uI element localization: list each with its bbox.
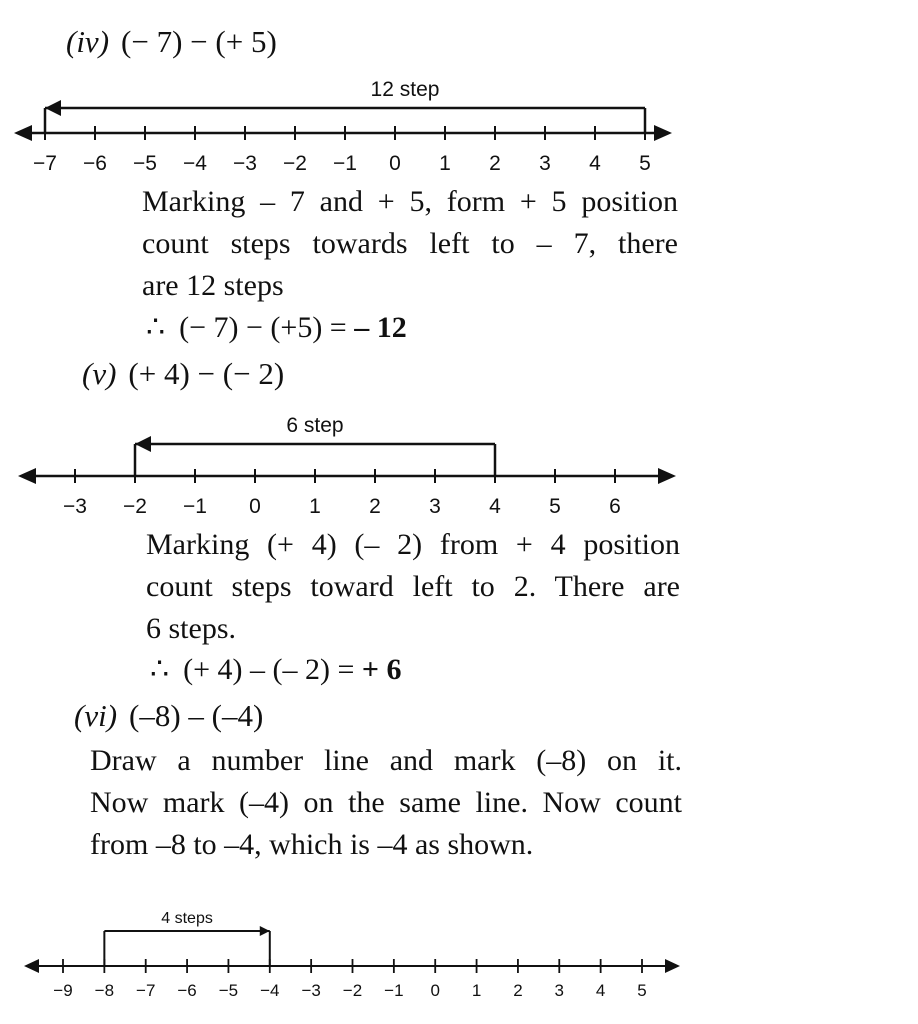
tick-label: 6 [609, 495, 621, 518]
tick-label: −2 [342, 981, 363, 1000]
part-v-expression: (+ 4) − (− 2) [128, 356, 285, 391]
explanation-line: are 12 steps [142, 269, 284, 302]
explanation-line: count steps toward left to 2. There are [146, 570, 680, 603]
therefore-symbol: ∴ [150, 653, 170, 686]
step-arrowhead-part-iv [45, 100, 61, 116]
tick-label: 2 [513, 981, 523, 1000]
explanation-line: from –8 to –4, which is –4 as shown. [90, 828, 534, 861]
part-v-label: (v) [82, 356, 117, 391]
heading-part-vi [74, 698, 263, 734]
tick-label: −5 [133, 152, 157, 175]
part-vi-label: (vi) [74, 698, 118, 733]
part-iv-label: (iv) [66, 24, 110, 59]
explanation-line: Marking – 7 and + 5, form + 5 position [142, 185, 678, 218]
tick-label: 3 [554, 981, 565, 1000]
axis-arrow-right-part-vi [665, 959, 680, 973]
number-line-part-iv [0, 76, 918, 196]
result-lhs-part-iv: (− 7) − (+5) = [179, 311, 347, 344]
tick-label: −6 [83, 152, 107, 175]
result-value-part-iv: – 12 [354, 311, 407, 344]
tick-label: −1 [183, 495, 207, 518]
part-vi-expression: (–8) – (–4) [129, 698, 264, 733]
axis-arrow-left-part-iv [14, 125, 32, 141]
tick-label: 0 [249, 495, 261, 518]
explanation-line: Draw a number line and mark (–8) on it. [90, 744, 682, 777]
explanation-part-v [146, 524, 680, 650]
explanation-line: 6 steps. [146, 612, 236, 645]
step-label-part-v: 6 step [286, 414, 344, 437]
tick-label: 5 [549, 495, 561, 518]
tick-label: −1 [384, 981, 404, 1000]
tick-label: 1 [439, 152, 451, 175]
tick-label: −3 [63, 495, 87, 518]
tick-label: −6 [177, 981, 197, 1000]
number-line-part-v [0, 406, 918, 526]
tick-label: 4 [489, 495, 501, 518]
explanation-line: count steps towards left to – 7, there [142, 227, 678, 260]
therefore-symbol: ∴ [146, 311, 166, 344]
tick-label: −9 [53, 981, 73, 1000]
result-part-iv [146, 310, 407, 345]
tick-label: −3 [301, 981, 321, 1000]
tick-label: −8 [94, 981, 115, 1000]
part-iv-expression: (− 7) − (+ 5) [121, 24, 277, 59]
step-arrowhead-part-v [135, 436, 151, 452]
tick-label: 5 [639, 152, 651, 175]
tick-label: 2 [489, 152, 501, 175]
result-lhs-part-v: (+ 4) – (– 2) = [183, 653, 355, 686]
result-part-v [150, 652, 402, 687]
heading-part-iv [66, 24, 277, 60]
result-value-part-v: + 6 [361, 653, 402, 686]
tick-label: 3 [429, 495, 441, 518]
explanation-line: Marking (+ 4) (– 2) from + 4 position [146, 528, 680, 561]
tick-label: −4 [183, 152, 207, 175]
tick-label: 1 [471, 981, 482, 1000]
heading-part-v [82, 356, 284, 392]
tick-label: 4 [589, 152, 601, 175]
tick-label: 1 [309, 495, 321, 518]
tick-label: 3 [539, 152, 551, 175]
tick-label: 0 [430, 981, 440, 1000]
axis-arrow-right-part-v [658, 468, 676, 484]
tick-label: −1 [333, 152, 357, 175]
step-arrowhead-part-vi [260, 926, 270, 936]
tick-label: 4 [595, 981, 606, 1000]
step-label-part-iv: 12 step [370, 78, 440, 101]
tick-label: 5 [637, 981, 647, 1000]
tick-label: −4 [260, 981, 280, 1000]
tick-label: −2 [123, 495, 147, 518]
tick-label: −5 [218, 981, 239, 1000]
number-line-part-vi [0, 900, 918, 1010]
axis-arrow-left-part-v [18, 468, 36, 484]
explanation-part-vi [90, 740, 682, 866]
axis-arrow-right-part-iv [654, 125, 672, 141]
tick-label: −7 [136, 981, 156, 1000]
axis-arrow-left-part-vi [24, 959, 39, 973]
tick-label: 2 [369, 495, 381, 518]
tick-label: −3 [233, 152, 257, 175]
tick-label: −7 [33, 152, 57, 175]
explanation-part-iv [142, 181, 678, 307]
step-label-part-vi: 4 steps [161, 910, 213, 927]
explanation-line: Now mark (–4) on the same line. Now count [90, 786, 682, 819]
tick-label: −2 [283, 152, 307, 175]
tick-label: 0 [389, 152, 401, 175]
